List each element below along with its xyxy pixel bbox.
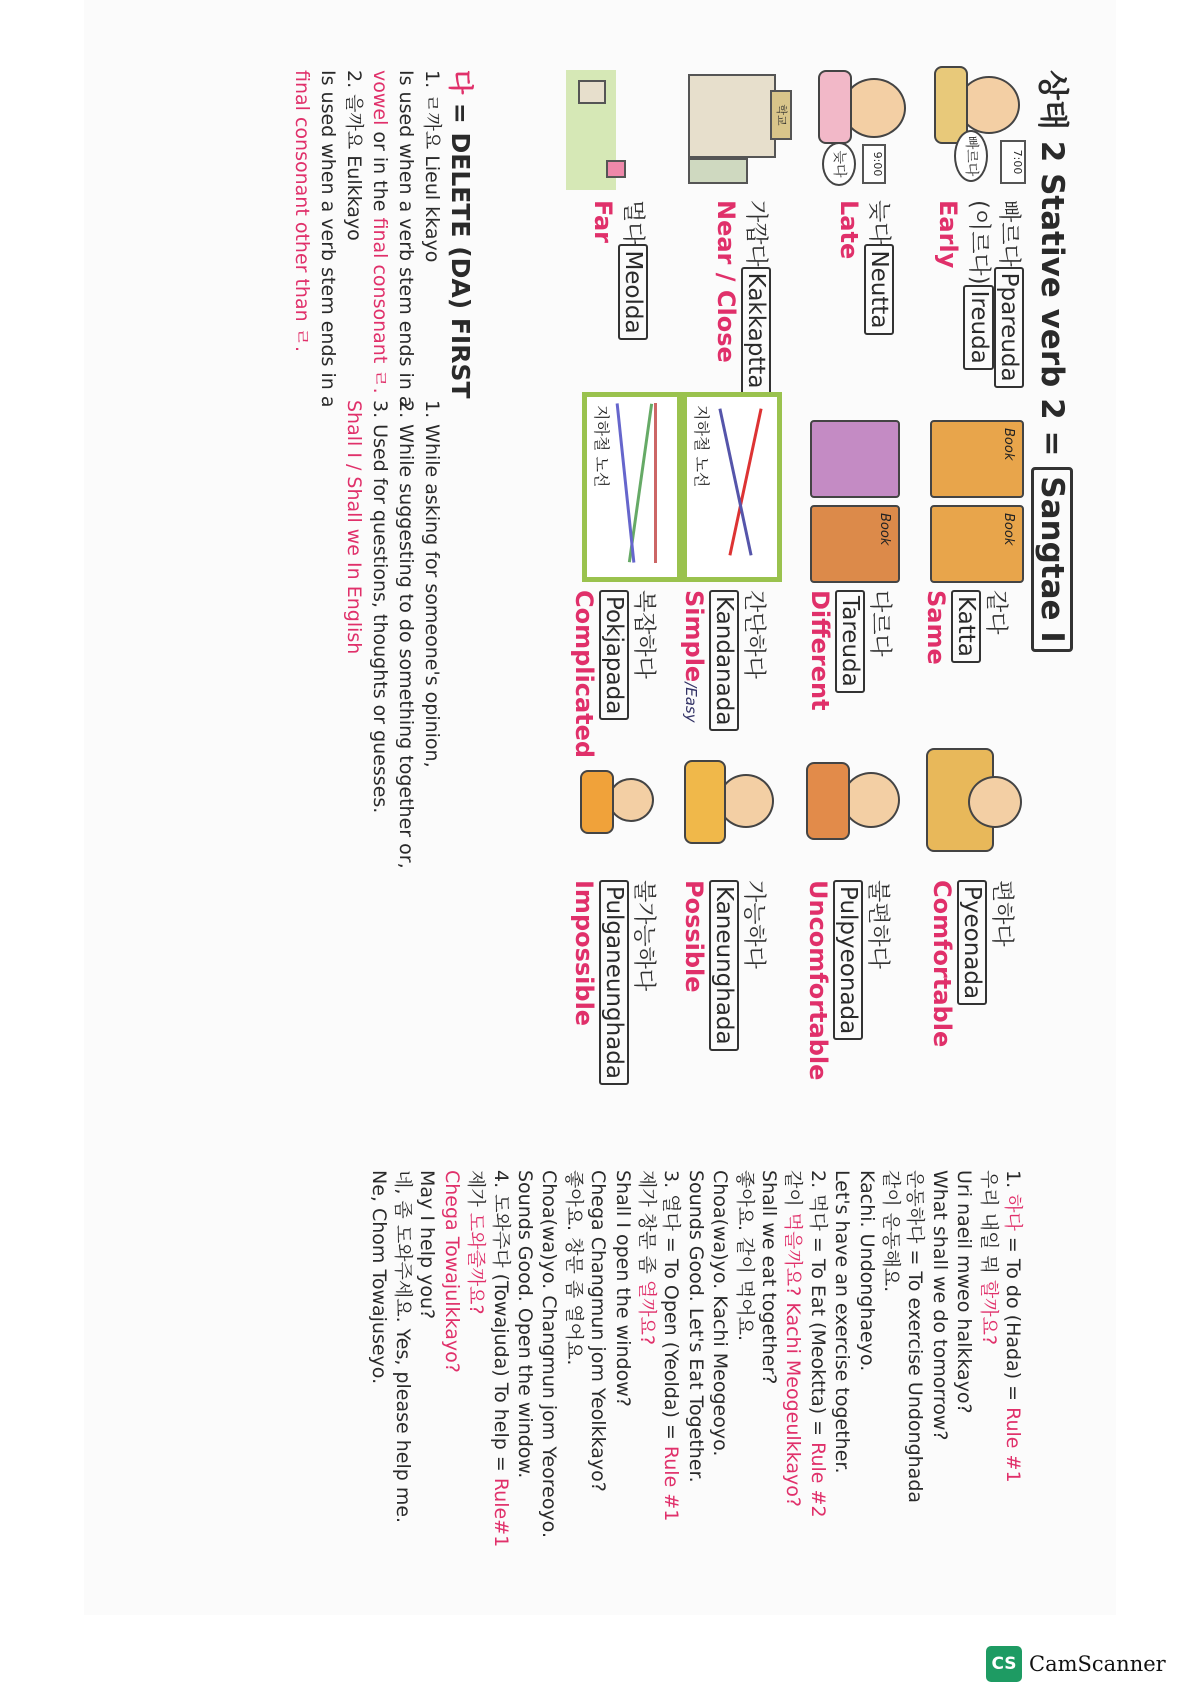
page-title <box>1033 70 1078 652</box>
vocab-late-en: Late <box>834 200 863 260</box>
example-line: Shall we eat together? <box>758 1170 780 1385</box>
vocab-late-ko: 늦다 <box>866 200 892 245</box>
example-line: Choa(wa)yo. Kachi Meogeoyo. <box>709 1170 732 1457</box>
near-illustration <box>686 70 796 180</box>
speech-bubble: 빠르다 <box>954 130 988 182</box>
vocab-possible-rom: Kaneunghada <box>709 880 739 1051</box>
book-icon-3 <box>810 420 900 498</box>
uncomfortable-illustration <box>804 748 904 858</box>
example-line: 3. 열다 = To Open (Yeolda) = Rule #1 <box>660 1170 683 1522</box>
vocab-comfortable <box>927 880 1016 1047</box>
vocab-late-rom: Neutta <box>864 244 894 334</box>
example-line: Ne, Chom Towajuseyo. <box>367 1170 390 1385</box>
school-sign: 학교 <box>770 90 792 140</box>
book-icon-4 <box>810 505 900 583</box>
example-line: Uri naeil mweo halkkayo? <box>953 1170 976 1414</box>
example-line: Choa(wa)yo. Changmun jom Yeoreoyo. <box>538 1170 561 1539</box>
vocab-near-en: Near / Close <box>711 200 740 363</box>
title-korean: 상태 <box>1034 70 1070 130</box>
rule-2-desc-b: final consonant other than ㄹ. <box>291 70 313 353</box>
vocab-far <box>588 200 648 340</box>
vocab-same <box>921 590 1010 665</box>
example-line: 네, 좀 도와주세요. Yes, please help me. <box>392 1170 414 1524</box>
vocab-near-rom: Kakkaptta <box>741 267 771 395</box>
simple-map-icon <box>682 392 782 582</box>
vocab-simple <box>678 590 768 731</box>
example-line: 제가 창문 좀 열까요? <box>636 1170 658 1346</box>
example-line: 좋아요. 같이 먹어요. <box>733 1170 756 1341</box>
title-text: 2 Stative verb 2 = <box>1034 140 1070 457</box>
book-label-4: Book <box>877 513 892 546</box>
vocab-uncomfortable <box>803 880 892 1080</box>
uneasy-face-icon <box>842 772 900 828</box>
ex1-rule: Rule #1 <box>1002 1407 1024 1483</box>
vocab-far-ko: 멀다 <box>620 200 646 245</box>
vocab-same-ko: 같다 <box>983 590 1009 635</box>
camscanner-watermark <box>986 1646 1166 1682</box>
vocab-simple-note: /Easy <box>681 682 700 723</box>
rotated-content <box>84 0 1116 1615</box>
vocab-possible-ko: 가능하다 <box>741 880 767 969</box>
map-line-5 <box>616 403 636 562</box>
vocab-early-ko: 빠르다 <box>996 200 1022 267</box>
vocab-far-rom: Meolda <box>618 244 648 339</box>
vocab-same-en: Same <box>921 590 950 665</box>
vocab-late <box>834 200 894 335</box>
falling-face-icon <box>608 778 654 822</box>
tiny-house-icon <box>578 80 606 104</box>
vocab-comfortable-rom: Pyeonada <box>957 880 987 1005</box>
vocab-impossible-rom: Pulganeunghada <box>599 880 629 1085</box>
rule-1: 1. ㄹ까요 Lieul kkayo <box>421 70 443 263</box>
use-1: 1. While asking for someone's opinion, <box>421 400 443 768</box>
example-line: 같이 운동해요. <box>880 1170 902 1293</box>
example-line <box>1001 1170 1024 1483</box>
complex-map-icon <box>582 392 682 582</box>
vocab-far-en: Far <box>588 200 617 244</box>
vocab-complicated <box>569 590 658 758</box>
ex1-hada: 하다 <box>1002 1194 1024 1231</box>
vocab-uncomfortable-rom: Pulpyeonada <box>833 880 863 1040</box>
vocab-complicated-ko: 복잡하다 <box>631 590 657 679</box>
example-line: 운동하다 = To exercise Undonghada <box>904 1170 927 1504</box>
camscanner-name: CamScanner <box>1029 1652 1166 1676</box>
example-line: 제가 도와줄까요? <box>465 1170 488 1315</box>
rule-1-vowel: vowel <box>369 70 391 126</box>
vocab-impossible-en: Impossible <box>569 880 598 1027</box>
example-line: 우리 내일 뭐 할까요? <box>977 1170 1000 1346</box>
example-line: Let's have an exercise together. <box>831 1170 854 1474</box>
speech-bubble-2: 늦다 <box>822 142 856 186</box>
example-line: 4. 도와주다 (Towajuda) To help = Rule#1 <box>489 1170 512 1548</box>
vocab-comfortable-en: Comfortable <box>927 880 956 1048</box>
vocab-early <box>933 200 1024 388</box>
shirt-icon-2 <box>806 762 850 840</box>
example-line: 같이 먹을까요? Kachi Meogeulkkayo? <box>782 1170 805 1507</box>
book-icon-2 <box>930 505 1024 583</box>
shirt-icon-4 <box>580 770 614 834</box>
rule-1-final: final consonant ㄹ. <box>369 217 391 394</box>
building-icon <box>688 74 776 158</box>
example-line: Shall I open the window? <box>611 1170 634 1407</box>
clock-icon-2: 9:00 <box>862 144 886 184</box>
rules-heading <box>444 70 480 399</box>
vocab-different-rom: Tareuda <box>835 590 865 693</box>
vocab-different <box>805 590 894 711</box>
vocab-complicated-rom: Pokjapada <box>599 590 629 720</box>
ex1-rest: = To do (Hada) = <box>1002 1230 1024 1408</box>
early-illustration <box>938 70 1028 180</box>
far-house-icon <box>606 160 626 178</box>
vocab-simple-rom: Kandanada <box>709 590 739 731</box>
vocab-near-ko: 가깝다 <box>743 200 769 267</box>
example-line: Chega Changmun jom Yeolkkayo? <box>587 1170 610 1492</box>
vocab-early-alt-rom: Ireuda <box>963 285 993 370</box>
camscanner-logo-icon: CS <box>986 1646 1022 1682</box>
rule-1-or: or in the <box>369 125 391 218</box>
example-line: 2. 먹다 = To Eat (Meoktta) = Rule #2 <box>806 1170 829 1518</box>
clock-icon: 7:00 <box>1000 140 1026 184</box>
title-boxed: Sangtae I <box>1031 467 1073 652</box>
map-line-3 <box>654 403 657 563</box>
comfortable-illustration <box>924 748 1024 858</box>
scanned-page <box>84 0 1116 1615</box>
vocab-early-rom: Ppareuda <box>994 267 1024 388</box>
map-label-2: 지하철 노선 <box>592 405 611 488</box>
shall-note: Shall I / Shall we In English <box>343 400 365 655</box>
vocab-simple-ko: 간단하다 <box>741 590 767 679</box>
use-2: 2. While suggesting to do something together or, <box>395 400 417 869</box>
example-line: Sounds Good. Open the window. <box>514 1170 536 1479</box>
vocab-uncomfortable-ko: 불편하다 <box>865 880 891 969</box>
rule-2: 2. 을까요 Eulkkayo <box>343 70 365 241</box>
use-3: 3. Used for questions, thoughts or guesses. <box>369 400 391 814</box>
rule-1-desc-a: Is used when a verb stem ends in a <box>395 70 417 408</box>
ex1-num: 1. <box>1002 1170 1024 1195</box>
example-line: Kachi. Undonghaeyo. <box>855 1170 878 1372</box>
vocab-complicated-en: Complicated <box>569 590 598 759</box>
rules-heading-rest: = DELETE (DA) FIRST <box>446 102 475 399</box>
vocab-near <box>711 200 771 395</box>
vocab-possible-en: Possible <box>679 880 708 993</box>
book-label-2: Book <box>1001 513 1016 546</box>
possible-illustration <box>680 748 780 858</box>
vocab-early-en: Early <box>934 200 963 269</box>
impossible-illustration <box>568 748 668 858</box>
map-label: 지하철 노선 <box>692 405 711 488</box>
vocab-impossible <box>569 880 658 1085</box>
vocab-uncomfortable-en: Uncomfortable <box>803 880 832 1081</box>
late-illustration <box>816 70 916 180</box>
vocab-possible <box>679 880 768 1051</box>
far-illustration <box>566 70 676 190</box>
example-line: Sounds Good. Let's Eat Together. <box>684 1170 707 1483</box>
rule-1-desc-b <box>367 70 392 394</box>
example-line: 좋아요. 창문 좀 열어요. <box>562 1170 585 1366</box>
relaxed-face-icon <box>968 776 1022 828</box>
book-icon <box>930 420 1024 498</box>
vocab-simple-en: Simple <box>679 590 708 683</box>
shirt-icon-3 <box>684 760 726 844</box>
example-line: What shall we do tomorrow? <box>928 1170 951 1441</box>
small-building-icon <box>688 158 748 184</box>
book-label: Book <box>1001 428 1016 461</box>
rules-heading-da: 다 <box>446 70 475 95</box>
example-line: May I help you? <box>416 1170 439 1320</box>
vocab-early-alt-ko: (이르다) <box>965 200 992 285</box>
vocab-different-en: Different <box>805 590 834 711</box>
vocab-different-ko: 다르다 <box>867 590 893 657</box>
vocab-impossible-ko: 불가능하다 <box>631 880 657 992</box>
dress-icon <box>818 70 852 144</box>
jumping-face-icon <box>718 774 774 828</box>
vocab-same-rom: Katta <box>951 590 981 663</box>
example-line: Chega Towajulkkayo? <box>440 1170 463 1373</box>
rule-2-desc-a: Is used when a verb stem ends in a <box>317 70 339 408</box>
vocab-comfortable-ko: 편하다 <box>989 880 1015 947</box>
